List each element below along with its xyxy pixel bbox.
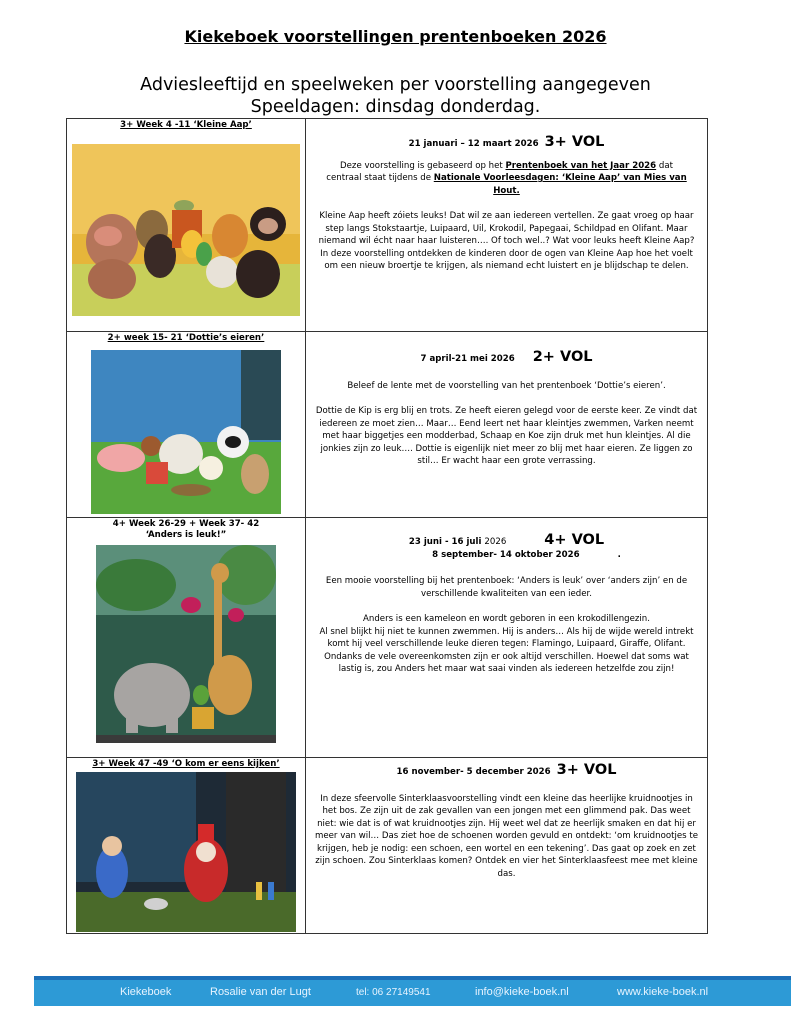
- show-date-line: [306, 136, 707, 151]
- show-row-sinterklaas: [67, 758, 708, 934]
- show-header-text: 3+ Week 47 -49 ‘O kom er eens kijken’: [92, 759, 280, 769]
- show-photo-kleine-aap: [72, 144, 300, 316]
- show-date-line-2: [306, 549, 707, 562]
- show-status: 2+ VOL: [532, 349, 593, 365]
- show-paragraph: Een mooie voorstelling bij het prentenboek: ‘Anders is leuk’ over ‘anders zijn’ en de verschillende kwaliteiten van een ieder.: [325, 576, 688, 599]
- show-right-cell: [306, 518, 708, 758]
- footer-website[interactable]: www.kieke-boek.nl: [617, 986, 709, 998]
- show-date-line: [306, 351, 707, 366]
- show-header-subtitle: ‘Anders is leuk!”: [145, 530, 227, 540]
- show-photo-anders: [96, 545, 276, 743]
- footer-person: Rosalie van der Lugt: [210, 986, 311, 998]
- show-header-text: 2+ week 15- 21 ‘Dottie’s eieren’: [107, 333, 265, 343]
- show-paragraph: Al snel blijkt hij niet te kunnen zwemmen. Hij is anders… Als hij de wijde wereld intrekt komt hij veel verschillende leuke dieren tegen: Flamingo, Luipaard, Giraffe, Olifant. Ondanks de vele overeenkomsten zijn er ook altijd verschillen. Hoewel dat soms wat lastig is, zou Anders het maar wat saai vinden als iedereen hetzelfde zou zijn!: [319, 626, 694, 674]
- shows-table: [66, 118, 708, 934]
- page-footer: [34, 976, 791, 1006]
- show-date-year: 2026: [484, 537, 507, 547]
- show-photo-sinterklaas: [76, 772, 296, 932]
- show-status: 4+ VOL: [544, 532, 605, 548]
- show-status: 3+ VOL: [556, 762, 617, 778]
- show-row-kleine-aap: [67, 119, 708, 332]
- show-date-line: [306, 764, 707, 779]
- show-date: 16 november- 5 december 2026: [396, 767, 551, 777]
- show-left-cell: [67, 119, 306, 332]
- show-right-cell: [306, 758, 708, 934]
- show-left-cell: [67, 332, 306, 518]
- show-paragraph: Beleef de lente met de voorstelling van het prentenboek ‘Dottie’s eieren’.: [347, 380, 666, 391]
- show-date: 23 juni - 16 juli: [408, 537, 482, 547]
- show-left-cell: [67, 758, 306, 934]
- show-status: 3+ VOL: [544, 134, 605, 150]
- show-row-anders: [67, 518, 708, 758]
- show-paragraph: Anders is een kameleon en wordt geboren in een krokodillengezin.: [363, 614, 650, 624]
- show-header: [67, 332, 305, 344]
- show-left-cell: [67, 518, 306, 758]
- show-paragraph: In deze voorstelling ontdekken de kinderen door de ogen van Kleine Aap hoe het voelt om een nieuw broertje te krijgen, als niemand echt luistert en je blijdschap te delen.: [320, 248, 693, 271]
- subtitle-line-2: Speeldagen: dinsdag donderdag.: [250, 97, 541, 117]
- show-text-span: Deze voorstelling is gebaseerd op het: [340, 160, 506, 171]
- show-date: 7 april-21 mei 2026: [420, 354, 515, 364]
- show-header: [67, 758, 305, 770]
- show-text-span: dat centraal staat tijdens de: [326, 160, 673, 183]
- farm-scene-illustration: [91, 350, 281, 514]
- show-right-cell: [306, 332, 708, 518]
- show-paragraph: Dottie de Kip is erg blij en trots. Ze heeft eieren gelegd voor de eerste keer. Ze vindt dat iedereen ze moet zien… Maar… Eend leert net haar kleintjes zwemmen, Varken neemt met haar biggetjes een modderbad, Schaap en Koe zijn druk met hun kleintjes. Al die jonkies zijn zo leuk…. Dottie is eigenlijk niet meer zo blij met haar eieren. Ze liggen zo stil… Er wacht haar een grote verrassing.: [315, 406, 698, 466]
- show-text-emphasis: Nationale Voorleesdagen: ‘Kleine Aap’ van Mies van Hout.: [433, 173, 687, 196]
- show-paragraph: In deze sfeervolle Sinterklaasvoorstelling vindt een kleine das heerlijke kruidnootjes in het bos. Ze zijn uit de zak gevallen van een jongen met een glimmend pak. Das weet niet: wie dat is of wat kruidnootjes zijn. Hij weet wel dat ze heerlijk smaken en dat hij er meer van wil… Das ziet hoe de schoenen worden gevuld en ontdekt: ‘om kruidnootjes te krijgen, heb je nodig: een schoen, een wortel en een tekening’. Das gaat op zoek en zet zijn schoen. Zou Sinterklaas komen? Ontdek en vier het Sinterklaasfeest mee met kleine das.: [314, 793, 698, 879]
- show-date-2: 8 september- 14 oktober 2026: [432, 549, 580, 560]
- show-header-text: 4+ Week 26-29 + Week 37- 42: [112, 519, 260, 529]
- show-right-cell: [306, 119, 708, 332]
- footer-phone: tel: 06 27149541: [356, 987, 431, 998]
- show-header: [67, 518, 305, 541]
- sinterklaas-illustration: [76, 772, 296, 932]
- document-subtitle: [0, 74, 791, 118]
- footer-email[interactable]: info@kieke-boek.nl: [475, 986, 569, 998]
- show-text-emphasis: Prentenboek van het Jaar 2026: [505, 160, 657, 171]
- show-paragraph: [306, 160, 707, 198]
- show-paragraph: Kleine Aap heeft zóiets leuks! Dat wil ze aan iedereen vertellen. Ze gaat vroeg op haar step langs Stokstaartje, Luipaard, Uil, Krokodil, Papegaai, Schildpad en Olifant. Maar niemand wil écht naar haar luisteren…. Of toch wel..? Wat voor leuks heeft Kleine Aap?: [318, 211, 695, 246]
- puppets-illustration: [72, 144, 300, 316]
- show-date-2-tail: .: [617, 549, 621, 560]
- show-date-line: [306, 534, 707, 549]
- show-header: [67, 119, 305, 131]
- show-date: 21 januari – 12 maart 2026: [408, 139, 539, 149]
- show-header-text: 3+ Week 4 -11 ‘Kleine Aap’: [120, 120, 252, 130]
- document-title: Kiekeboek voorstellingen prentenboeken 2026: [184, 27, 607, 46]
- footer-name: Kiekeboek: [120, 986, 172, 998]
- show-row-dottie: [67, 332, 708, 518]
- subtitle-line-1: Adviesleeftijd en speelweken per voorstelling aangegeven: [140, 75, 651, 95]
- show-photo-dottie: [91, 350, 281, 514]
- jungle-illustration: [96, 545, 276, 743]
